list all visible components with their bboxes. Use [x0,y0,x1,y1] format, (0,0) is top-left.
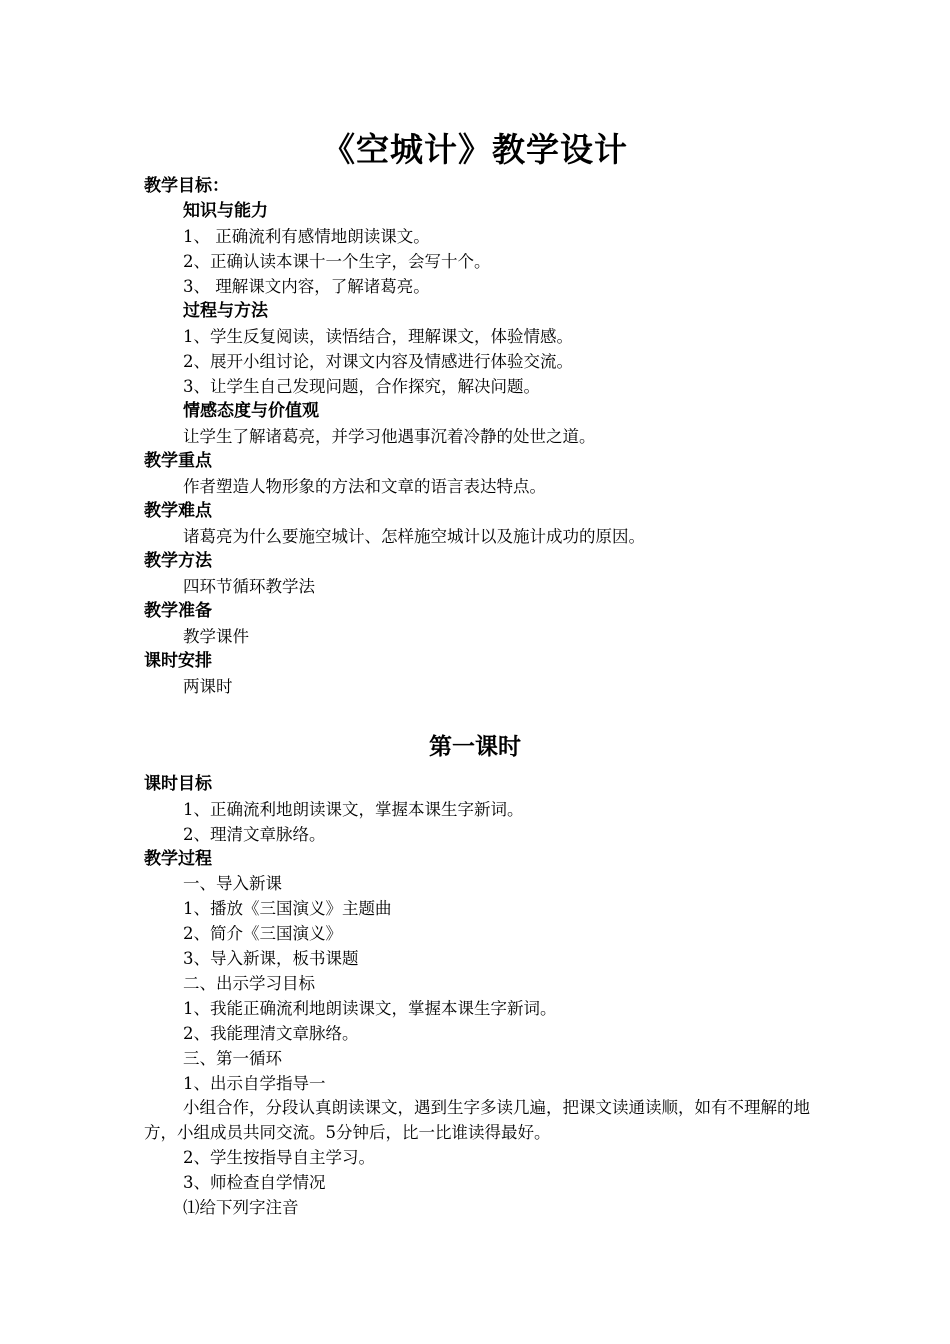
lesson1-goals-heading: 课时目标 [144,774,212,794]
lesson1-goal-item: 2、理清文章脉络。 [183,825,326,844]
difficulties-text: 诸葛亮为什么要施空城计、怎样施空城计以及施计成功的原因。 [183,527,645,546]
process-method-item: 2、展开小组讨论，对课文内容及情感进行体验交流。 [183,352,573,371]
process-method-item: 3、让学生自己发现问题，合作探究，解决问题。 [183,377,540,396]
key-points-heading: 教学重点 [144,451,212,471]
document-title: 《空城计》教学设计 [322,130,628,169]
lesson1-title: 第一课时 [429,734,521,760]
method-text: 四环节循环教学法 [183,577,315,596]
process-method-item: 1、学生反复阅读，读悟结合，理解课文，体验情感。 [183,327,573,346]
lesson1-process-line: 1、我能正确流利地朗读课文，掌握本课生字新词。 [183,999,557,1018]
lesson1-after-line: 3、师检查自学情况 [183,1173,326,1192]
lesson1-process-heading: 教学过程 [144,849,212,869]
lesson1-process-line: 一、导入新课 [183,874,282,893]
lesson1-after-line: ⑴给下列字注音 [183,1198,299,1217]
lesson1-process-line: 3、导入新课，板书课题 [183,949,359,968]
knowledge-item: 3、 理解课文内容，了解诸葛亮。 [183,277,430,296]
lesson1-goal-item: 1、正确流利地朗读课文，掌握本课生字新词。 [183,800,524,819]
lesson1-guidance-paragraph: 小组合作，分段认真朗读课文，遇到生字多读几遍，把课文读通读顺，如有不理解的地方，小组成员共同交流。5分钟后，比一比谁读得最好。 [144,1098,810,1142]
lesson1-process-line: 三、第一循环 [183,1049,282,1068]
emotion-heading: 情感态度与价值观 [183,401,319,421]
lesson1-process-line: 二、出示学习目标 [183,974,315,993]
difficulties-heading: 教学难点 [144,501,212,521]
knowledge-heading: 知识与能力 [183,201,268,221]
method-heading: 教学方法 [144,551,212,571]
preparation-heading: 教学准备 [144,601,212,621]
lesson1-process-line: 1、出示自学指导一 [183,1074,326,1093]
lesson1-after-line: 2、学生按指导自主学习。 [183,1148,375,1167]
process-method-heading: 过程与方法 [183,301,268,321]
key-points-text: 作者塑造人物形象的方法和文章的语言表达特点。 [183,477,546,496]
knowledge-item: 1、 正确流利有感情地朗读课文。 [183,227,430,246]
preparation-text: 教学课件 [183,627,249,646]
knowledge-item: 2、正确认读本课十一个生字，会写十个。 [183,252,491,271]
lesson1-process-line: 2、简介《三国演义》 [183,924,342,943]
emotion-text: 让学生了解诸葛亮，并学习他遇事沉着冷静的处世之道。 [183,427,596,446]
schedule-text: 两课时 [183,677,233,696]
objectives-heading: 教学目标： [144,176,229,196]
schedule-heading: 课时安排 [144,651,212,671]
lesson1-process-line: 2、我能理清文章脉络。 [183,1024,359,1043]
lesson1-process-line: 1、播放《三国演义》主题曲 [183,899,392,918]
